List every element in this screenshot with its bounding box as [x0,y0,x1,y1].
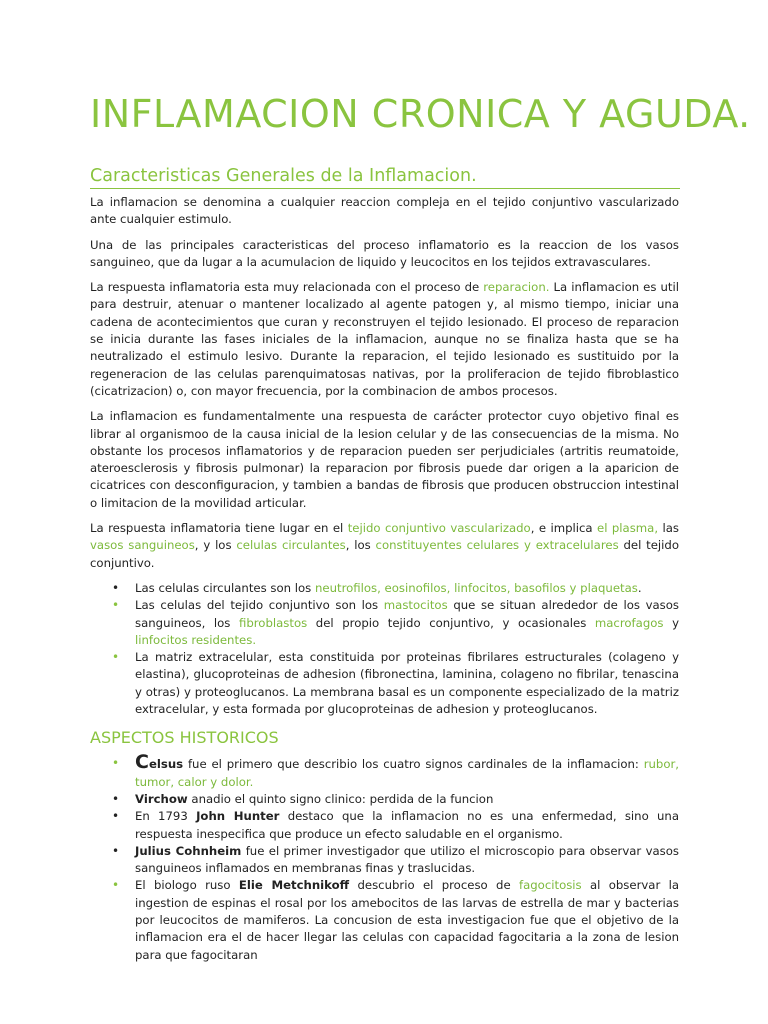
list-item [90,580,679,597]
paragraph-4: La inflamacion es fundamentalmente una respuesta de carácter protector cuyo objetivo final es librar al organismoo de la causa inicial de la lesion celular y de las consecuencias de la misma. No obstante los procesos inflamatorios y de reparacion pueden ser perjudiciales (artritis reumatoide, ateroesclerosis y fibrosis pulmonar) la reparacion por fibrosis puede dar origen a la aparicion de cicatrices con desconfiguracion, y tambien a bandas de fibrosis que producen obstruccion intestinal o limitacion de la movilidad articular. [90,409,679,510]
p5-highlight-celulas: celulas circulantes [236,538,346,553]
list-item-text: al observar la ingestion de espinas el rosal por los amebocitos de las larvas de estrella de mar y bacterias por leucocitos de mamiferos. La concusion de esta investigacion fue que el objetivo de la inflamacion era el de hacer llegar las celulas con capacidad fagocitaria a la zona de lesion para que fagocitaran [135,878,679,962]
bullet-icon: • [112,809,120,824]
list-item-text: La matriz extracelular, esta constituida por proteinas fibrilares estructurales (colageno y elastina), glucoproteinas de adhesion (fibronectina, laminina, colageno no fibrilar, tenascina y otras) y proteoglucanos. La membrana basal es un componente especializado de la matriz extracelular, y esta formada por glucoproteinas de adhesion y proteoglucanos. [135,650,679,717]
bullet-icon: • [112,878,120,893]
list-item-text: En 1793 [135,809,197,824]
list-item [90,808,679,843]
list-item-highlight: fibroblastos [238,615,308,630]
p5-text-f: del tejido conjuntivo. [90,538,679,570]
list-item-text: y [663,615,679,630]
list-item-text: fue el primero que describio los cuatro signos cardinales de la inflamacion: [183,757,644,772]
p5-highlight-vasos: vasos sanguineos [90,538,195,553]
person-name: Virchow [135,791,188,806]
list-item-text: que se situan alrededor de los vasos sanguineos, los [135,598,679,630]
p5-highlight-constituyentes: constituyentes celulares y extracelulares [375,538,619,553]
section-heading-caracteristicas: Caracteristicas Generales de la Inflamacion. [90,166,680,189]
paragraph-5 [90,520,679,572]
p3-text-a: La respuesta inflamatoria esta muy relacionada con el proceso de [90,280,484,295]
person-name: John Hunter [196,809,280,824]
list-item-highlight: fagocitosis [518,878,582,893]
paragraph-3 [90,279,679,400]
p5-highlight-plasma: el plasma, [597,521,659,536]
p5-text-a: La respuesta inflamatoria tiene lugar en el [90,521,348,536]
bullet-icon: • [112,843,120,858]
list-item-text: Las celulas del tejido conjuntivo son los [135,598,384,613]
list-item-text: descubrio el proceso de [349,878,519,893]
p3-highlight-reparacion: reparacion. [483,280,550,295]
person-name: Julius Cohnheim [135,843,242,858]
list-item-text: Las celulas circulantes son los [135,580,315,595]
section-heading-aspectos-historicos: ASPECTOS HISTORICOS [90,728,279,748]
list-item [90,877,679,963]
list-item [90,843,679,878]
list-item-highlight: neutrofilos, eosinofilos, linfocitos, basofilos y plaquetas [314,580,638,595]
bullet-icon: • [112,650,120,665]
paragraph-1: La inflamacion se denomina a cualquier reaccion compleja en el tejido conjuntivo vascularizado ante cualquier estimulo. [90,195,679,227]
bullet-icon: • [112,598,120,613]
p5-text-d: , y los [194,538,237,553]
p3-text-b: La inflamacion es util para destruir, atenuar o mantener localizado al agente patogen y, al mismo tiempo, iniciar una cadena de acontecimientos que curan y reconstruyen el tejido lesionado. El proceso de reparacion se inicia durante las fases iniciales de la inflamacion, aunque no se finaliza hasta que se ha neutralizado el estimulo lesivo. Durante la reparacion, el tejido lesionado es sustituido por la regeneracion de las celulas parenquimatosas nativas, por la proliferacion de tejido fibroblastico (cicatrizacion) o, con mayor frecuencia, por la combinacion de ambos procesos. [90,280,679,398]
list-item-highlight: linfocitos residentes. [135,632,257,647]
list-item-text: anadio el quinto signo clinico: perdida de la funcion [187,791,494,806]
list-item-text: El biologo ruso [135,878,239,893]
list-item-text: . [637,580,642,595]
person-name: Elie Metchnikoff [238,878,350,893]
list-item-text: destaco que la inflamacion no es una enfermedad, sino una respuesta inespecifica que produce un efecto saludable en el organismo. [135,809,679,841]
person-name: elsus [148,757,184,772]
list-item [90,649,679,718]
list-item-highlight: macrofagos [594,615,664,630]
drop-cap: C [135,751,149,774]
document-title: INFLAMACION CRONICA Y AGUDA. [90,92,751,136]
list-item-text: del propio tejido conjuntivo, y ocasionales [307,615,595,630]
bullet-icon: • [112,580,120,595]
p5-text-e: , los [345,538,376,553]
list-item [90,597,679,649]
history-list [90,751,679,964]
cell-types-list [90,580,679,718]
p5-text-c: las [658,521,679,536]
document-body [90,194,679,970]
list-item-highlight: mastocitos [383,598,448,613]
p5-highlight-tejido: tejido conjuntivo vascularizado [347,521,531,536]
paragraph-2: Una de las principales caracteristicas del proceso inflamatorio es la reaccion de los vasos sanguineo, que da lugar a la acumulacion de liquido y leucocitos en los tejidos extravasculares. [90,237,679,269]
list-item-highlight: rubor, tumor, calor y dolor. [135,757,679,789]
list-item [90,751,679,791]
bullet-icon: • [112,791,120,806]
list-item [90,791,679,808]
list-item-text: fue el primer investigador que utilizo el microscopio para observar vasos sanguineos inflamados en membranas finas y traslucidas. [135,843,679,876]
bullet-icon: • [112,756,120,771]
p5-text-b: , e implica [530,521,598,536]
